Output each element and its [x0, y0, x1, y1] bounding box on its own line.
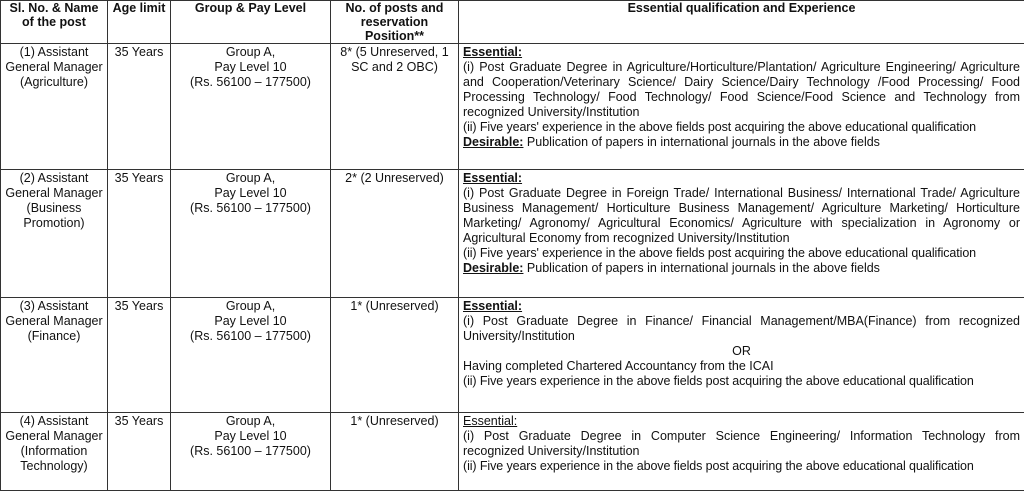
desirable-text: Publication of papers in international journals in the above fields: [523, 261, 880, 275]
posts-reservation: 1* (Unreserved): [331, 413, 459, 491]
header-sl-name: Sl. No. & Name of the post: [1, 1, 108, 44]
desirable: [463, 135, 1020, 150]
age-limit: 35 Years: [108, 44, 171, 170]
posts-reservation: 8* (5 Unreserved, 1 SC and 2 OBC): [331, 44, 459, 170]
posts-reservation: 1* (Unreserved): [331, 298, 459, 413]
header-row: [1, 1, 1024, 44]
table-row: [1, 44, 1024, 170]
group-pay: [171, 170, 331, 298]
posts-reservation: 2* (2 Unreserved): [331, 170, 459, 298]
table-row: [1, 413, 1024, 491]
pay-level: Pay Level 10: [214, 60, 287, 74]
experience: (ii) Five years' experience in the above fields post acquiring the above educational qualification: [463, 246, 977, 260]
post-name: (4) Assistant General Manager (Information Technology): [1, 413, 108, 491]
group: Group A,: [225, 414, 276, 428]
header-group-pay: Group & Pay Level: [171, 1, 331, 44]
essential-label: Essential:: [463, 45, 523, 59]
experience: (ii) Five years' experience in the above fields post acquiring the above educational qualification: [463, 120, 977, 134]
header-age-limit: Age limit: [108, 1, 171, 44]
essential-degree: (i) Post Graduate Degree in Foreign Trade/ International Business/ International Trade/ Agriculture Business Management/ Horticulture Business Management/ Agriculture Marketing/ Horticulture Marketing/ Agronomy/ Agricultural Economics/ Agriculture with specialization in Agronomy or Agricultural Economy from recognized University/Institution: [463, 186, 1020, 245]
pay-level: Pay Level 10: [214, 429, 287, 443]
pay-scale: (Rs. 56100 – 177500): [190, 201, 311, 215]
group-pay: [171, 298, 331, 413]
qualification-cell: [459, 170, 1024, 298]
desirable-label: Desirable:: [463, 261, 524, 275]
qualification-cell: [459, 44, 1024, 170]
or-separator: OR: [732, 344, 751, 358]
pay-level: Pay Level 10: [214, 314, 287, 328]
essential-label: Essential:: [463, 414, 518, 428]
post-name: (3) Assistant General Manager (Finance): [1, 298, 108, 413]
experience: (ii) Five years experience in the above fields post acquiring the above educational qualification: [463, 459, 974, 473]
group: Group A,: [225, 45, 276, 59]
post-name: (1) Assistant General Manager (Agriculture): [1, 44, 108, 170]
experience: (ii) Five years experience in the above fields post acquiring the above educational qualification: [463, 374, 974, 388]
desirable-text: Publication of papers in international journals in the above fields: [523, 135, 880, 149]
qualification-cell: [459, 298, 1024, 413]
essential-degree: (i) Post Graduate Degree in Agriculture/Horticulture/Plantation/ Agriculture Engineering/ Agriculture and Cooperation/Veterinary Science/ Dairy Science/Dairy Technology /Food Processing/ Food Processing Technology/ Food Technology/ Food Science/Food Science and Technology from recognized University/Institution: [463, 60, 1020, 119]
group-pay: [171, 413, 331, 491]
essential-degree: (i) Post Graduate Degree in Computer Science Engineering/ Information Technology from recognized University/Institution: [463, 429, 1020, 458]
desirable: [463, 261, 1020, 276]
post-name: (2) Assistant General Manager (Business Promotion): [1, 170, 108, 298]
age-limit: 35 Years: [108, 413, 171, 491]
pay-scale: (Rs. 56100 – 177500): [190, 329, 311, 343]
age-limit: 35 Years: [108, 298, 171, 413]
table-row: [1, 298, 1024, 413]
essential-label: Essential:: [463, 171, 523, 185]
header-qualification: Essential qualification and Experience: [459, 1, 1024, 44]
group: Group A,: [225, 171, 276, 185]
qualification-cell: [459, 413, 1024, 491]
alternate-qualification: Having completed Chartered Accountancy from the ICAI: [463, 359, 774, 373]
essential-degree: (i) Post Graduate Degree in Finance/ Financial Management/MBA(Finance) from recognized University/Institution: [463, 314, 1020, 343]
group: Group A,: [225, 299, 276, 313]
table-row: [1, 170, 1024, 298]
age-limit: 35 Years: [108, 170, 171, 298]
essential-label: Essential:: [463, 299, 523, 313]
desirable-label: Desirable:: [463, 135, 524, 149]
header-posts: No. of posts and reservation Position**: [331, 1, 459, 44]
pay-scale: (Rs. 56100 – 177500): [190, 444, 311, 458]
pay-level: Pay Level 10: [214, 186, 287, 200]
pay-scale: (Rs. 56100 – 177500): [190, 75, 311, 89]
group-pay: [171, 44, 331, 170]
